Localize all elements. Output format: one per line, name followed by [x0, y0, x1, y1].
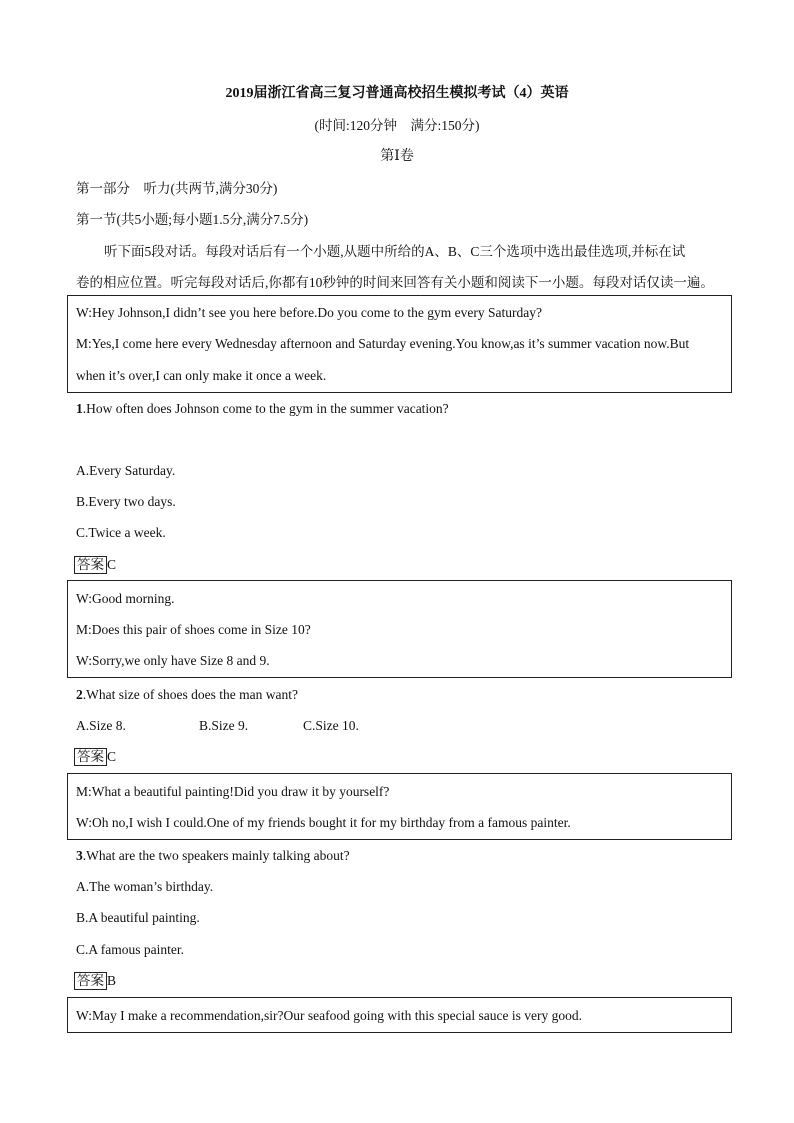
dialogue-line: M:Does this pair of shoes come in Size 10? — [76, 622, 311, 637]
answer-line — [74, 748, 116, 766]
option: A.Size 8. — [76, 718, 126, 733]
dialogue-line: M:What a beautiful painting!Did you draw it by yourself? — [76, 784, 390, 799]
dialogue-box — [67, 773, 732, 840]
question-stem — [76, 401, 449, 417]
dialogue-line: when it’s over,I can only make it once a week. — [76, 368, 327, 383]
answer-line — [74, 972, 116, 990]
question-number: 3 — [76, 848, 83, 863]
option: C.Twice a week. — [76, 525, 166, 540]
dialogue-line: W:Hey Johnson,I didn’t see you here before.Do you come to the gym every Saturday? — [76, 305, 542, 320]
option: B.A beautiful painting. — [76, 910, 200, 925]
dialogue-line: W:Sorry,we only have Size 8 and 9. — [76, 653, 270, 668]
instructions-line: 听下面5段对话。每段对话后有一个小题,从题中所给的A、B、C三个选项中选出最佳选项,并标在试 — [104, 244, 686, 259]
dialogue-box — [67, 295, 732, 393]
option: A.Every Saturday. — [76, 463, 176, 478]
answer-value: C — [107, 749, 117, 764]
dialogue-line: M:Yes,I come here every Wednesday afternoon and Saturday evening.You know,as it’s summer vacation now.But — [76, 336, 690, 351]
option: C.Size 10. — [303, 718, 359, 733]
instructions-line: 卷的相应位置。听完每段对话后,你都有10秒钟的时间来回答有关小题和阅读下一小题。每段对话仅读一遍。 — [76, 275, 714, 290]
dialogue-box — [67, 580, 732, 678]
answer-value: B — [107, 973, 117, 988]
question-number: 1 — [76, 401, 83, 416]
dialogue-line: W:Good morning. — [76, 591, 175, 606]
section-heading: 第一节(共5小题;每小题1.5分,满分7.5分) — [76, 212, 309, 227]
answer-label: 答案 — [74, 972, 107, 990]
part-heading: 第一部分 听力(共两节,满分30分) — [76, 181, 278, 196]
option: A.The woman’s birthday. — [76, 879, 214, 894]
option: B.Size 9. — [199, 718, 249, 733]
answer-label: 答案 — [74, 556, 107, 574]
answer-label: 答案 — [74, 748, 107, 766]
question-stem — [76, 687, 298, 703]
option: C.A famous painter. — [76, 942, 184, 957]
dialogue-line: W:Oh no,I wish I could.One of my friends bought it for my birthday from a famous painter. — [76, 815, 571, 830]
exam-time-info: (时间:120分钟 满分:150分) — [314, 118, 480, 133]
question-text: .What are the two speakers mainly talking about? — [82, 848, 350, 863]
question-number: 2 — [76, 687, 83, 702]
question-text: .What size of shoes does the man want? — [82, 687, 298, 702]
volume-heading: 第Ⅰ卷 — [380, 149, 414, 164]
answer-line — [74, 556, 116, 574]
dialogue-box — [67, 997, 732, 1033]
dialogue-line: W:May I make a recommendation,sir?Our seafood going with this special sauce is very good. — [76, 1008, 582, 1023]
question-text: .How often does Johnson come to the gym in the summer vacation? — [82, 401, 449, 416]
answer-value: C — [107, 557, 117, 572]
question-stem — [76, 848, 350, 864]
document-title: 2019届浙江省高三复习普通高校招生模拟考试（4）英语 — [225, 86, 569, 101]
option: B.Every two days. — [76, 494, 176, 509]
